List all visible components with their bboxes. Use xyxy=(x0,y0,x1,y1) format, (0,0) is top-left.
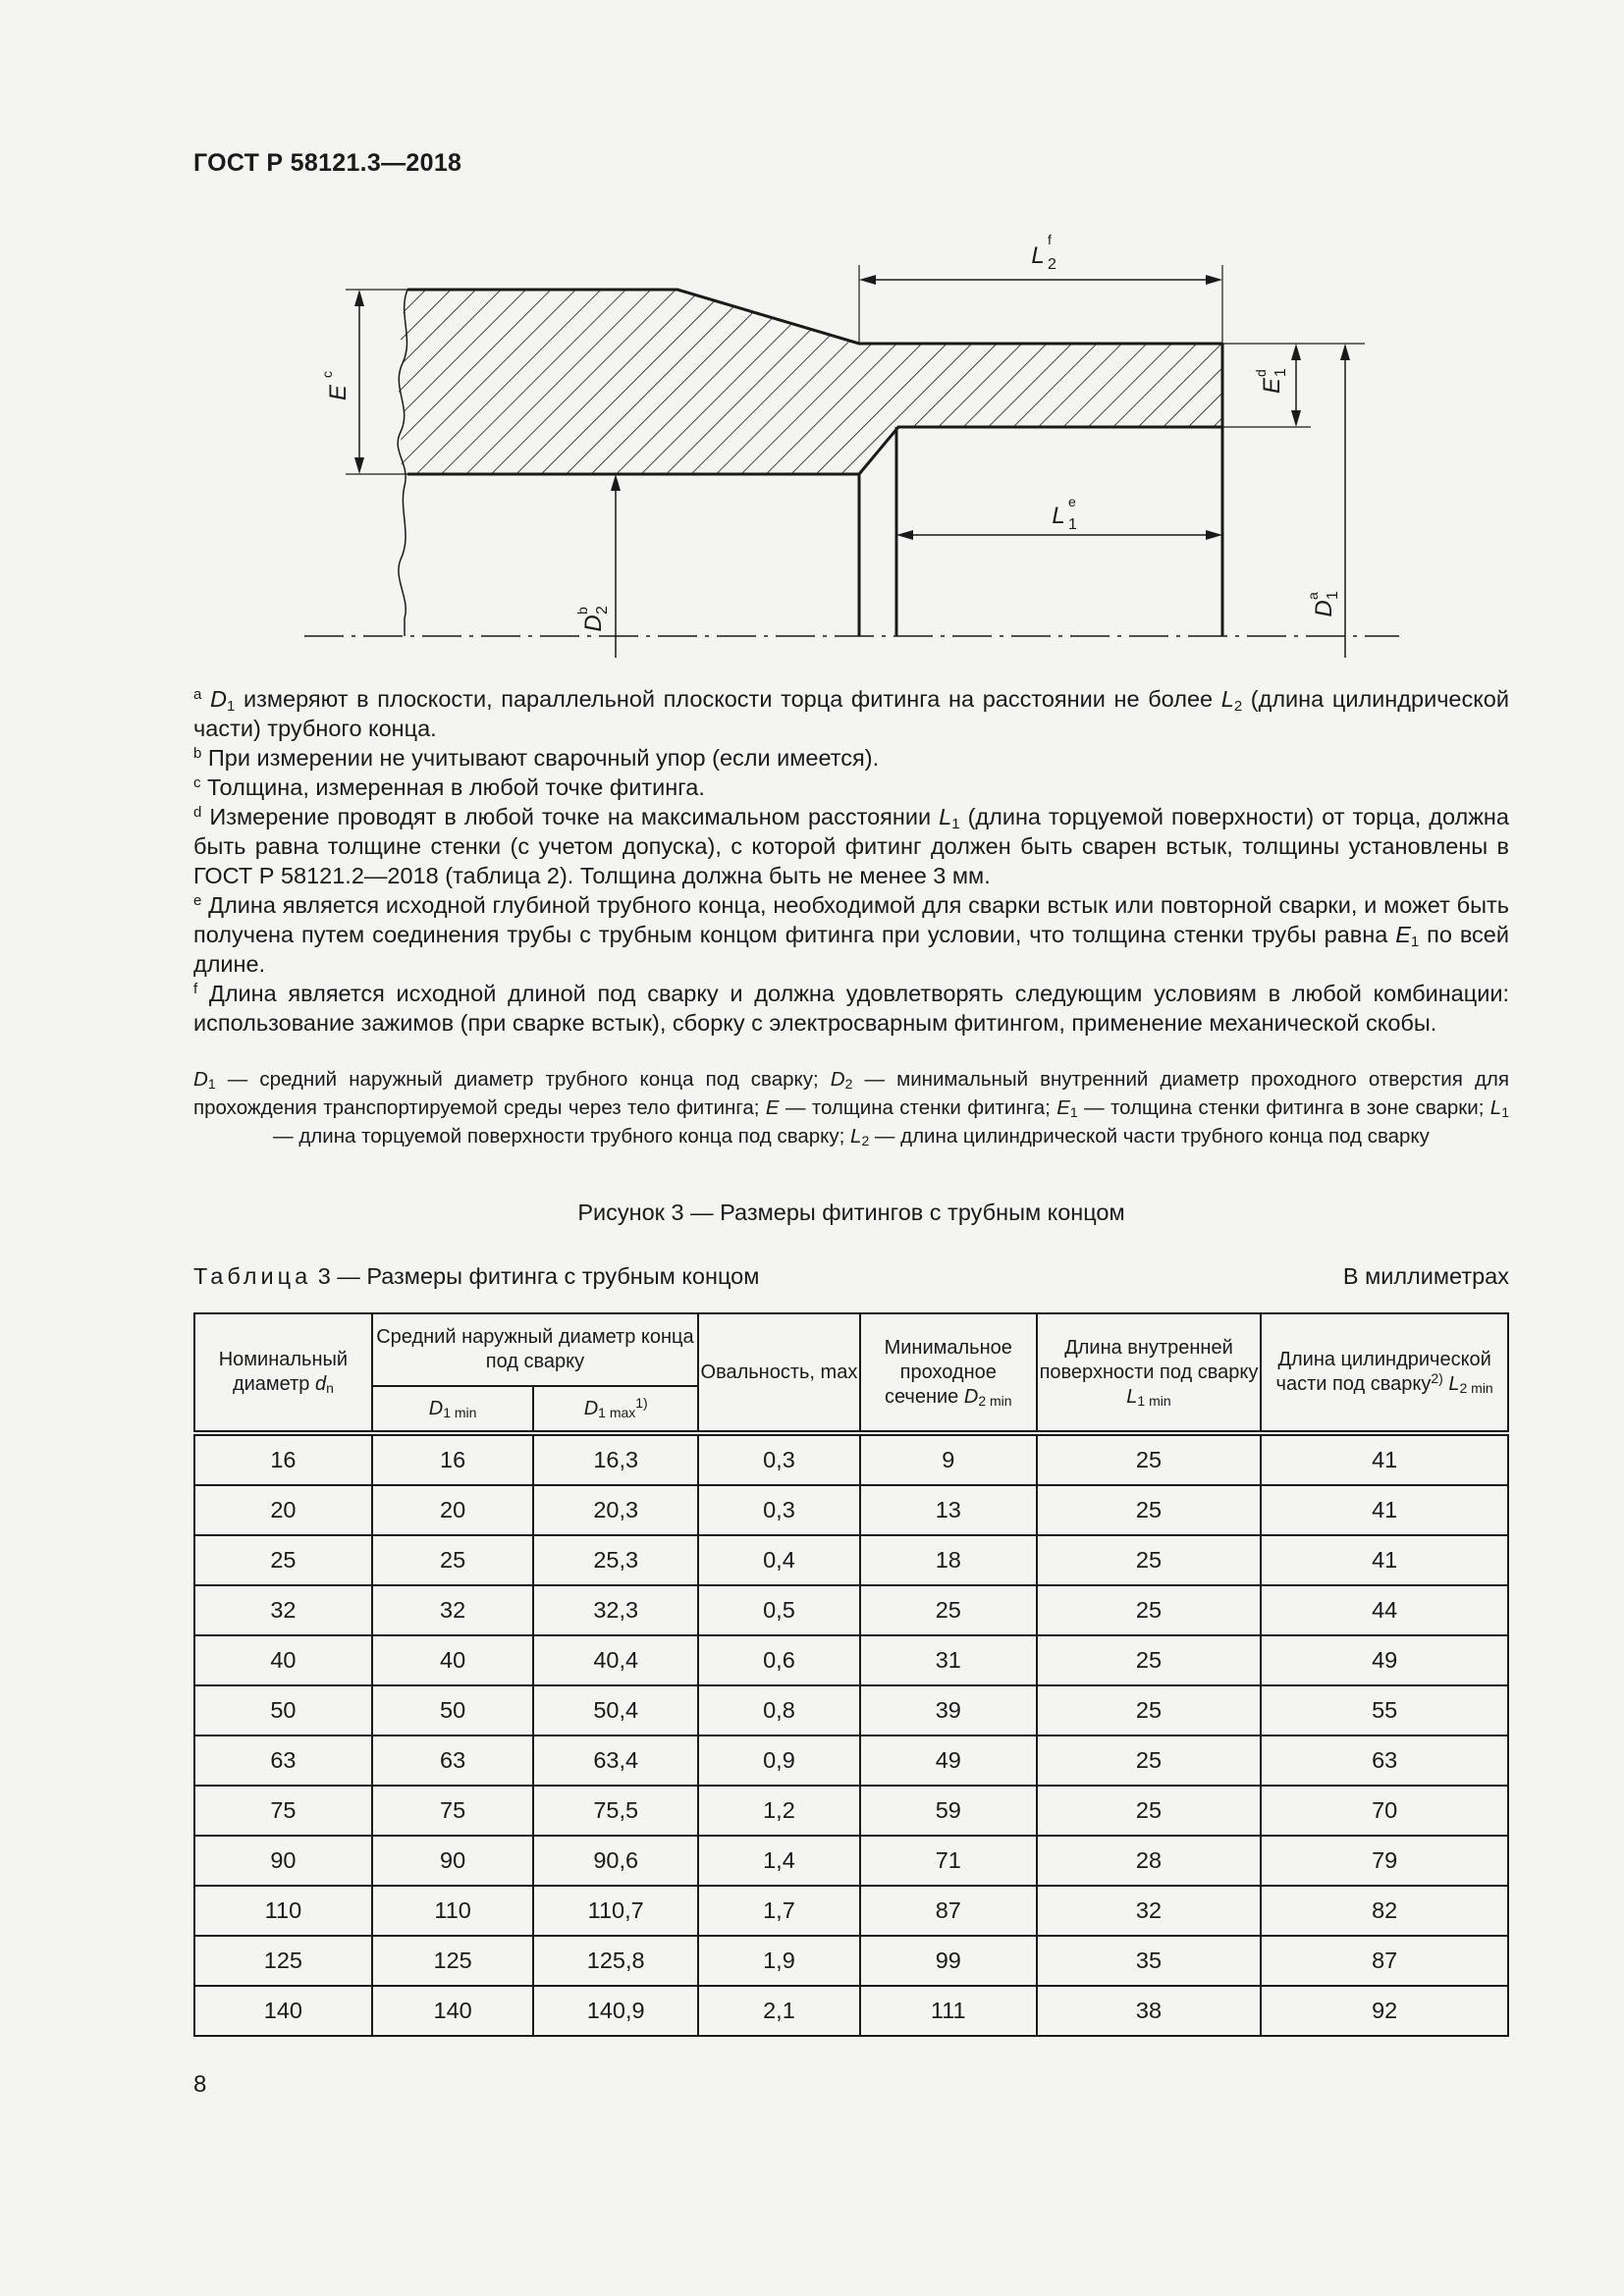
svg-text:c: c xyxy=(319,371,335,378)
table-cell: 0,8 xyxy=(698,1685,860,1735)
table-cell: 25 xyxy=(1037,1485,1262,1535)
table-cell: 1,2 xyxy=(698,1786,860,1836)
table-cell: 32 xyxy=(372,1585,534,1635)
footnote-a: $^a$ $D_1$ измеряют в плоскости, параллельной плоскости торца фитинга на расстоянии не более $L_2$ (длина цилиндрической части) трубного конца. xyxy=(193,686,1509,741)
label-d1 xyxy=(1305,591,1341,617)
table-row xyxy=(194,1685,1508,1735)
table-cell: 25 xyxy=(1037,1433,1262,1485)
header-d1-max: $D_{1 max}^{1)}$ xyxy=(533,1386,698,1433)
table-row xyxy=(194,1433,1508,1485)
label-l2 xyxy=(1031,232,1056,273)
svg-text:D: D xyxy=(580,614,607,632)
svg-text:1: 1 xyxy=(1325,591,1341,600)
table-cell: 25 xyxy=(1037,1585,1262,1635)
table-cell: 79 xyxy=(1261,1836,1508,1886)
table-cell: 0,5 xyxy=(698,1585,860,1635)
dimensions-table xyxy=(193,1312,1509,2037)
table-row xyxy=(194,1936,1508,1986)
table-cell: 25 xyxy=(1037,1635,1262,1685)
table-cell: 25,3 xyxy=(533,1535,698,1585)
table-title xyxy=(193,1263,1509,1290)
table-cell: 41 xyxy=(1261,1535,1508,1585)
svg-text:b: b xyxy=(574,607,590,614)
table-row xyxy=(194,1585,1508,1635)
table-cell: 87 xyxy=(860,1886,1037,1936)
table-cell: 1,9 xyxy=(698,1936,860,1986)
header-mean-diameter: Средний наружный диаметр конца под сварку xyxy=(372,1313,698,1386)
table-cell: 99 xyxy=(860,1936,1037,1986)
table-cell: 20 xyxy=(194,1485,372,1535)
table-cell: 40,4 xyxy=(533,1635,698,1685)
header-nominal-diameter: Номинальный диаметр $d_n$ xyxy=(194,1313,372,1433)
header-min-section: Минимальное проходное сечение $D_{2 min}$ xyxy=(860,1313,1037,1433)
table-cell: 16,3 xyxy=(533,1433,698,1485)
table-cell: 90 xyxy=(194,1836,372,1886)
table-cell: 25 xyxy=(1037,1685,1262,1735)
table-cell: 40 xyxy=(372,1635,534,1685)
table-cell: 71 xyxy=(860,1836,1037,1886)
footnote-c: $^c$ Толщина, измеренная в любой точке фитинга. xyxy=(193,774,705,800)
svg-text:2: 2 xyxy=(594,606,611,614)
table-row xyxy=(194,1786,1508,1836)
table-cell: 70 xyxy=(1261,1786,1508,1836)
table-cell: 32 xyxy=(194,1585,372,1635)
table-cell: 140 xyxy=(194,1986,372,2036)
svg-text:L: L xyxy=(1031,242,1045,269)
table-cell: 35 xyxy=(1037,1936,1262,1986)
fitting-drawing-svg xyxy=(295,232,1414,658)
table-row xyxy=(194,1735,1508,1786)
table-row xyxy=(194,1635,1508,1685)
table-cell: 25 xyxy=(1037,1735,1262,1786)
label-e xyxy=(319,371,352,400)
table-cell: 59 xyxy=(860,1786,1037,1836)
fitting-dimension-drawing xyxy=(295,232,1414,658)
table-row xyxy=(194,1535,1508,1585)
table-row xyxy=(194,1986,1508,2036)
figure-caption: Рисунок 3 — Размеры фитингов с трубным концом xyxy=(577,1200,1125,1225)
table-cell: 20,3 xyxy=(533,1485,698,1535)
header-inner-length: Длина внутренней поверхности под сварку $L_{1 min}$ xyxy=(1037,1313,1262,1433)
header-cylinder-length: Длина цилиндрической части под сварку$^{2)}$ $L_{2 min}$ xyxy=(1261,1313,1508,1433)
table-cell: 49 xyxy=(860,1735,1037,1786)
svg-text:f: f xyxy=(1048,232,1052,247)
table-cell: 16 xyxy=(372,1433,534,1485)
footnote-f: $^f$ Длина является исходной длиной под сварку и должна удовлетворять следующим условиям в любой комбинации: использование зажимов (при сварке встык), сборку с электросварным фитингом, применение механической скобы. xyxy=(193,981,1509,1036)
table-cell: 90,6 xyxy=(533,1836,698,1886)
table-row xyxy=(194,1836,1508,1886)
table-cell: 31 xyxy=(860,1635,1037,1685)
header-d1-min: $D_{1 min}$ xyxy=(372,1386,534,1433)
table-cell: 25 xyxy=(372,1535,534,1585)
label-e1 xyxy=(1253,368,1289,394)
table-cell: 18 xyxy=(860,1535,1037,1585)
table-cell: 75 xyxy=(372,1786,534,1836)
table-cell: 0,9 xyxy=(698,1735,860,1786)
table-cell: 39 xyxy=(860,1685,1037,1735)
svg-text:E: E xyxy=(325,384,352,401)
table-cell: 41 xyxy=(1261,1485,1508,1535)
svg-text:1: 1 xyxy=(1272,368,1289,377)
table-cell: 87 xyxy=(1261,1936,1508,1986)
header-ovality: Овальность, max xyxy=(698,1313,860,1433)
svg-text:e: e xyxy=(1068,494,1076,509)
table-units: В миллиметрах xyxy=(1342,1263,1509,1289)
table-cell: 140 xyxy=(372,1986,534,2036)
figure-footnotes xyxy=(193,684,1509,1038)
table-cell: 75 xyxy=(194,1786,372,1836)
table-cell: 125,8 xyxy=(533,1936,698,1986)
table-cell: 110 xyxy=(194,1886,372,1936)
table-cell: 16 xyxy=(194,1433,372,1485)
svg-text:a: a xyxy=(1305,592,1321,600)
svg-text:E: E xyxy=(1259,377,1285,395)
table-cell: 110 xyxy=(372,1886,534,1936)
table-cell: 13 xyxy=(860,1485,1037,1535)
label-d2 xyxy=(574,606,611,632)
table-cell: 63 xyxy=(372,1735,534,1786)
table-cell: 63,4 xyxy=(533,1735,698,1786)
table-cell: 1,4 xyxy=(698,1836,860,1886)
hatched-section xyxy=(398,290,1222,474)
footnote-d: $^d$ Измерение проводят в любой точке на максимальном расстоянии $L_1$ (длина торцуемой поверхности) от торца, должна быть равна толщине стенки (с учетом допуска), с которой фитинг должен быть сварен встык, толщины установлены в ГОСТ Р 58121.2—2018 (таблица 2). Толщина должна быть не менее 3 мм. xyxy=(193,804,1509,888)
svg-text:L: L xyxy=(1052,503,1065,529)
table-cell: 63 xyxy=(194,1735,372,1786)
table-cell: 25 xyxy=(1037,1535,1262,1585)
table-cell: 28 xyxy=(1037,1836,1262,1886)
table-cell: 49 xyxy=(1261,1635,1508,1685)
table-cell: 55 xyxy=(1261,1685,1508,1735)
table-cell: 25 xyxy=(1037,1786,1262,1836)
document-header: ГОСТ Р 58121.3—2018 xyxy=(193,149,462,177)
svg-text:d: d xyxy=(1253,369,1269,377)
label-l1 xyxy=(1052,494,1077,533)
symbol-legend: $D_1$ — средний наружный диаметр трубного конца под сварку; $D_2$ — минимальный внутренний диаметр проходного отверстия для прохождения транспортируемой среды через тело фитинга; E — толщина стенки фитинга; $E_1$ — толщина стенки фитинга в зоне сварки; $L_1$ — длина торцуемой поверхности трубного конца под сварку; $L_2$ — длина цилиндрической части трубного конца под сварку xyxy=(193,1068,1509,1148)
table-cell: 50 xyxy=(372,1685,534,1735)
table-cell: 92 xyxy=(1261,1986,1508,2036)
table-cell: 0,3 xyxy=(698,1485,860,1535)
table-cell: 0,4 xyxy=(698,1535,860,1585)
svg-text:2: 2 xyxy=(1048,256,1056,273)
table-cell: 110,7 xyxy=(533,1886,698,1936)
table-cell: 50 xyxy=(194,1685,372,1735)
table-cell: 63 xyxy=(1261,1735,1508,1786)
table-cell: 50,4 xyxy=(533,1685,698,1735)
table-body xyxy=(194,1433,1508,2036)
footnote-e: $^e$ Длина является исходной глубиной трубного конца, необходимой для сварки встык или повторной сварки, и может быть получена путем соединения трубы с трубным концом фитинга при условии, что толщина стенки трубы равна $E_1$ по всей длине. xyxy=(193,892,1509,977)
table-cell: 40 xyxy=(194,1635,372,1685)
table-cell: 25 xyxy=(194,1535,372,1585)
table-cell: 82 xyxy=(1261,1886,1508,1936)
table-cell: 125 xyxy=(372,1936,534,1986)
table-cell: 1,7 xyxy=(698,1886,860,1936)
table-cell: 32 xyxy=(1037,1886,1262,1936)
table-cell: 140,9 xyxy=(533,1986,698,2036)
table-title-text: 3 — Размеры фитинга с трубным концом xyxy=(317,1263,760,1289)
table-cell: 90 xyxy=(372,1836,534,1886)
table-cell: 0,3 xyxy=(698,1433,860,1485)
table-cell: 0,6 xyxy=(698,1635,860,1685)
footnote-b: $^b$ При измерении не учитывают сварочный упор (если имеется). xyxy=(193,745,880,771)
table-label: Таблица xyxy=(193,1263,312,1289)
table-cell: 111 xyxy=(860,1986,1037,2036)
table-cell: 9 xyxy=(860,1433,1037,1485)
table-cell: 20 xyxy=(372,1485,534,1535)
svg-text:1: 1 xyxy=(1068,516,1077,533)
table-cell: 2,1 xyxy=(698,1986,860,2036)
svg-text:D: D xyxy=(1311,600,1337,617)
table-cell: 38 xyxy=(1037,1986,1262,2036)
page-number: 8 xyxy=(193,2071,207,2098)
table-cell: 75,5 xyxy=(533,1786,698,1836)
table-cell: 32,3 xyxy=(533,1585,698,1635)
table-row xyxy=(194,1886,1508,1936)
table-cell: 125 xyxy=(194,1936,372,1986)
table-cell: 41 xyxy=(1261,1433,1508,1485)
table-row xyxy=(194,1485,1508,1535)
table-cell: 25 xyxy=(860,1585,1037,1635)
table-cell: 44 xyxy=(1261,1585,1508,1635)
